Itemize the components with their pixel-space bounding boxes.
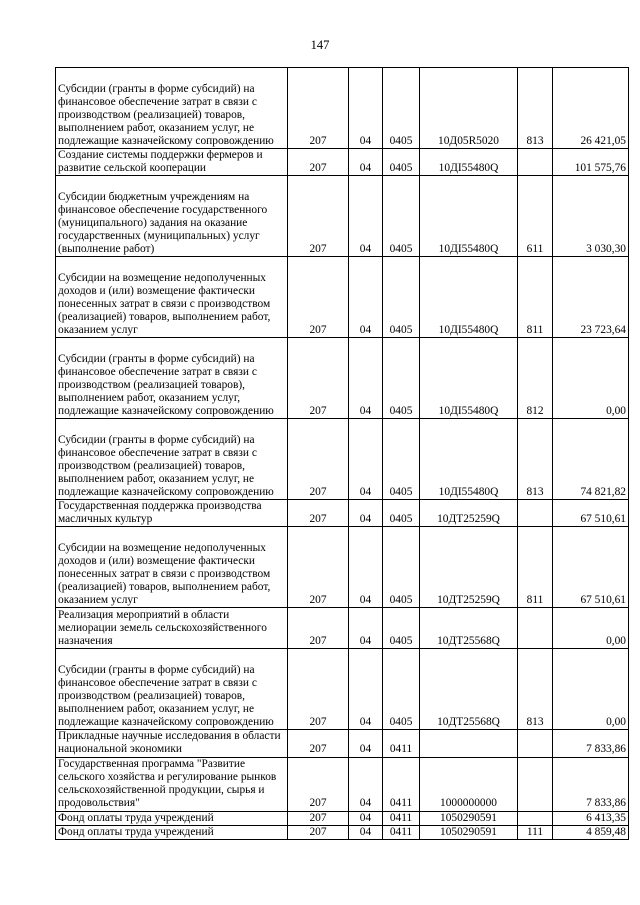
amount: 7 833,86 (553, 730, 629, 757)
subsection-code: 0405 (383, 419, 420, 500)
table-row (56, 811, 629, 825)
section-code: 04 (349, 649, 383, 730)
amount: 101 575,76 (553, 149, 629, 176)
ministry-code: 207 (288, 257, 349, 338)
table-row (56, 68, 629, 149)
row-name: Субсидии на возмещение недополученных доходов и (или) возмещение фактически понесенных затрат в связи с производством (реализацией) товаров, выполнением работ, оказанием услуг (56, 527, 288, 608)
subsection-code: 0411 (383, 757, 420, 811)
section-code: 04 (349, 176, 383, 257)
amount: 74 821,82 (553, 419, 629, 500)
section-code: 04 (349, 730, 383, 757)
amount: 3 030,30 (553, 176, 629, 257)
row-name: Государственная программа "Развитие сельского хозяйства и регулирование рынков сельскохозяйственной продукции, сырья и продовольствия" (56, 757, 288, 811)
section-code: 04 (349, 608, 383, 649)
ministry-code: 207 (288, 68, 349, 149)
subsection-code: 0405 (383, 68, 420, 149)
expense-type: 813 (518, 419, 553, 500)
table-row (56, 757, 629, 811)
row-name: Государственная поддержка производства масличных культур (56, 500, 288, 527)
expense-type: 111 (518, 825, 553, 839)
subsection-code: 0411 (383, 825, 420, 839)
amount: 0,00 (553, 649, 629, 730)
row-name: Субсидии бюджетным учреждениям на финансовое обеспечение государственного (муниципального) задания на оказание государственных (муниципальных) услуг (выполнение работ) (56, 176, 288, 257)
subsection-code: 0405 (383, 338, 420, 419)
table-row (56, 649, 629, 730)
ministry-code: 207 (288, 608, 349, 649)
ministry-code: 207 (288, 338, 349, 419)
expense-type (518, 811, 553, 825)
amount: 4 859,48 (553, 825, 629, 839)
row-name: Прикладные научные исследования в области национальной экономики (56, 730, 288, 757)
expense-type: 813 (518, 649, 553, 730)
amount: 6 413,35 (553, 811, 629, 825)
page-number: 147 (310, 38, 330, 52)
target-item: 10ДI55480Q (420, 419, 518, 500)
amount: 0,00 (553, 608, 629, 649)
target-item: 10ДТ25568Q (420, 608, 518, 649)
target-item: 1050290591 (420, 825, 518, 839)
table-body (56, 68, 629, 840)
target-item: 10ДТ25568Q (420, 649, 518, 730)
table-row (56, 608, 629, 649)
expense-type: 812 (518, 338, 553, 419)
target-item (420, 730, 518, 757)
section-code: 04 (349, 757, 383, 811)
section-code: 04 (349, 338, 383, 419)
section-code: 04 (349, 149, 383, 176)
subsection-code: 0405 (383, 500, 420, 527)
subsection-code: 0411 (383, 730, 420, 757)
ministry-code: 207 (288, 811, 349, 825)
subsection-code: 0405 (383, 649, 420, 730)
expense-type: 811 (518, 257, 553, 338)
ministry-code: 207 (288, 176, 349, 257)
expense-type: 811 (518, 527, 553, 608)
section-code: 04 (349, 500, 383, 527)
expense-type (518, 149, 553, 176)
target-item: 1050290591 (420, 811, 518, 825)
ministry-code: 207 (288, 649, 349, 730)
budget-table (55, 67, 629, 840)
expense-type (518, 500, 553, 527)
table-row (56, 500, 629, 527)
amount: 7 833,86 (553, 757, 629, 811)
table-row (56, 730, 629, 757)
subsection-code: 0405 (383, 149, 420, 176)
target-item: 10ДТ25259Q (420, 500, 518, 527)
target-item: 10ДI55480Q (420, 338, 518, 419)
section-code: 04 (349, 825, 383, 839)
amount: 0,00 (553, 338, 629, 419)
table-row (56, 149, 629, 176)
target-item: 10ДI55480Q (420, 257, 518, 338)
table-row (56, 527, 629, 608)
ministry-code: 207 (288, 527, 349, 608)
section-code: 04 (349, 257, 383, 338)
target-item: 10Д05R5020 (420, 68, 518, 149)
row-name: Фонд оплаты труда учреждений (56, 811, 288, 825)
target-item: 10ДI55480Q (420, 149, 518, 176)
expense-type (518, 608, 553, 649)
amount: 23 723,64 (553, 257, 629, 338)
expense-type: 611 (518, 176, 553, 257)
table-row (56, 825, 629, 839)
ministry-code: 207 (288, 500, 349, 527)
row-name: Субсидии (гранты в форме субсидий) на финансовое обеспечение затрат в связи с производством (реализацией) товаров, выполнением работ, оказанием услуг, не подлежащие казначейскому сопровождению (56, 68, 288, 149)
subsection-code: 0405 (383, 176, 420, 257)
table-row (56, 338, 629, 419)
ministry-code: 207 (288, 825, 349, 839)
table-row (56, 176, 629, 257)
section-code: 04 (349, 527, 383, 608)
target-item: 1000000000 (420, 757, 518, 811)
amount: 67 510,61 (553, 500, 629, 527)
amount: 26 421,05 (553, 68, 629, 149)
expense-type: 813 (518, 68, 553, 149)
row-name: Создание системы поддержки фермеров и развитие сельской кооперации (56, 149, 288, 176)
row-name: Субсидии (гранты в форме субсидий) на финансовое обеспечение затрат в связи с производством (реализацией товаров), выполнением работ, оказанием услуг, подлежащие казначейскому сопровождению (56, 338, 288, 419)
expense-type (518, 730, 553, 757)
row-name: Субсидии (гранты в форме субсидий) на финансовое обеспечение затрат в связи с производством (реализацией) товаров, выполнением работ, оказанием услуг, не подлежащие казначейскому сопровождению (56, 649, 288, 730)
target-item: 10ДТ25259Q (420, 527, 518, 608)
table-row (56, 257, 629, 338)
subsection-code: 0405 (383, 527, 420, 608)
subsection-code: 0405 (383, 257, 420, 338)
row-name: Реализация мероприятий в области мелиорации земель сельскохозяйственного назначения (56, 608, 288, 649)
ministry-code: 207 (288, 757, 349, 811)
row-name: Субсидии на возмещение недополученных доходов и (или) возмещение фактически понесенных затрат в связи с производством (реализацией) товаров, выполнением работ, оказанием услуг (56, 257, 288, 338)
section-code: 04 (349, 419, 383, 500)
row-name: Фонд оплаты труда учреждений (56, 825, 288, 839)
expense-type (518, 757, 553, 811)
subsection-code: 0405 (383, 608, 420, 649)
ministry-code: 207 (288, 419, 349, 500)
ministry-code: 207 (288, 730, 349, 757)
subsection-code: 0411 (383, 811, 420, 825)
ministry-code: 207 (288, 149, 349, 176)
section-code: 04 (349, 811, 383, 825)
amount: 67 510,61 (553, 527, 629, 608)
row-name: Субсидии (гранты в форме субсидий) на финансовое обеспечение затрат в связи с производством (реализацией) товаров, выполнением работ, оказанием услуг, не подлежащие казначейскому сопровождению (56, 419, 288, 500)
target-item: 10ДI55480Q (420, 176, 518, 257)
section-code: 04 (349, 68, 383, 149)
table-row (56, 419, 629, 500)
